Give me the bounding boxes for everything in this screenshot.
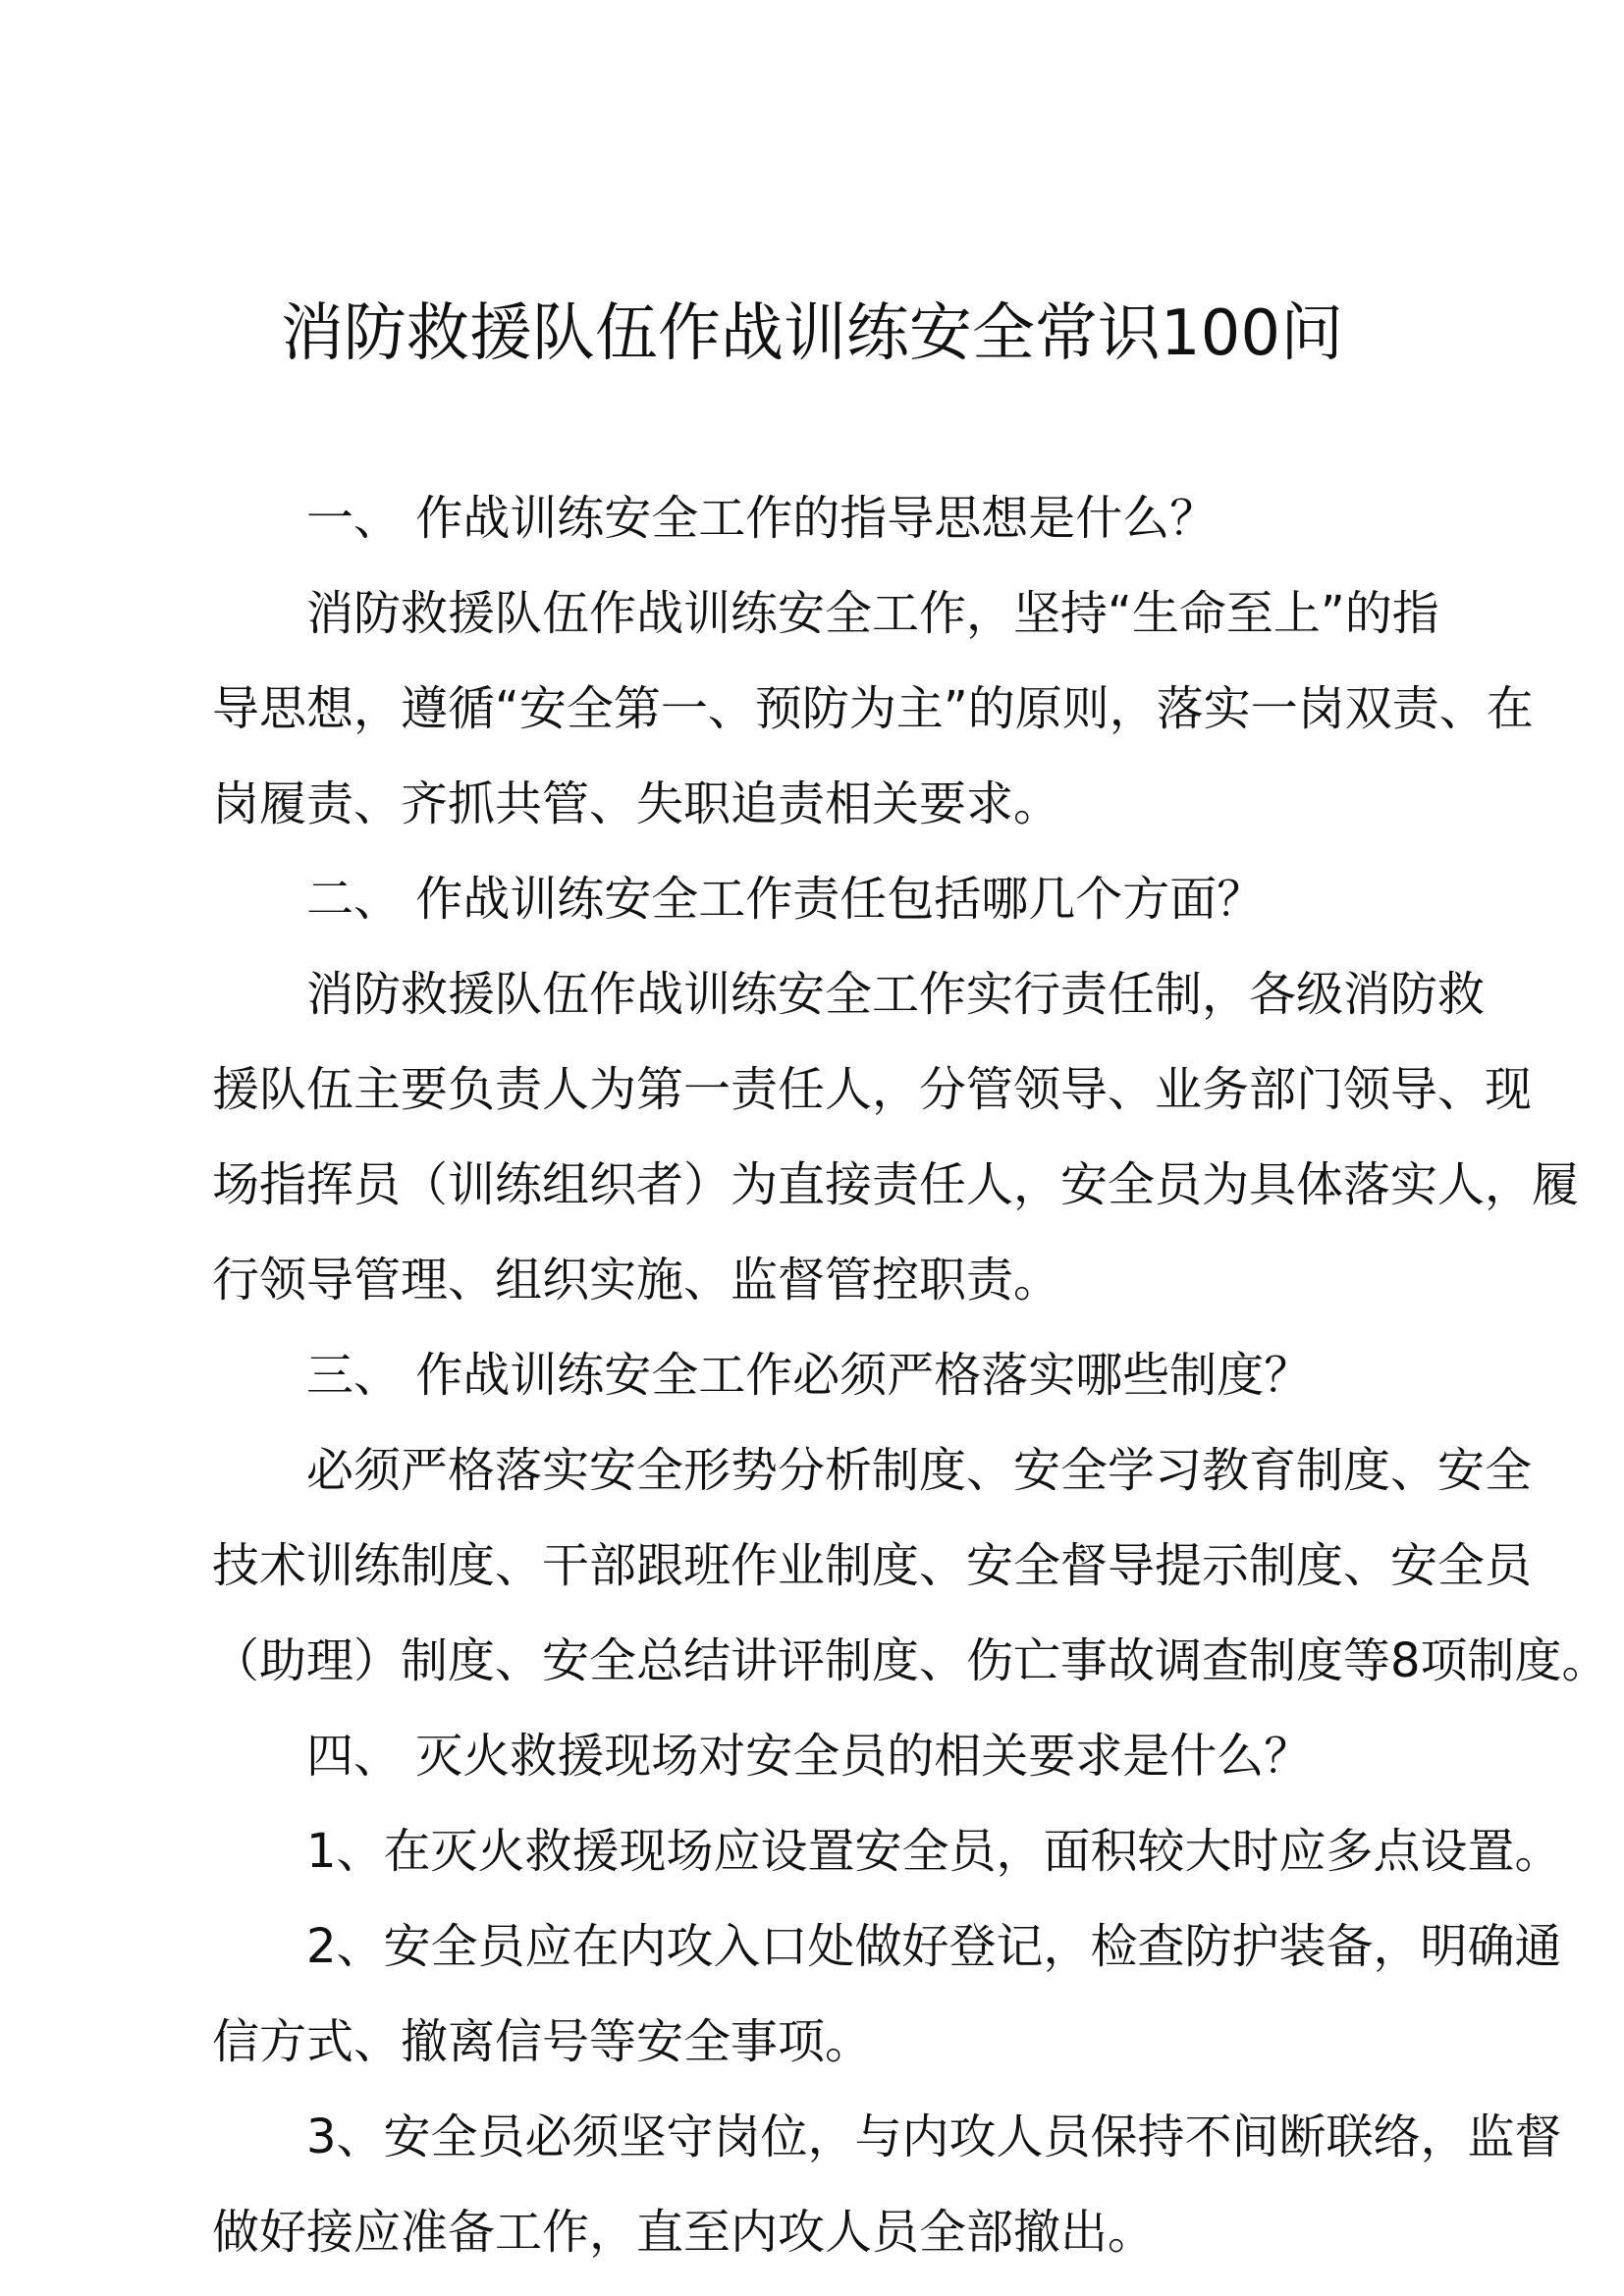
answer-3-line-2: 技术训练制度、干部跟班作业制度、安全督导提示制度、安全员 <box>212 1538 1533 1593</box>
answer-1-line-3: 岗履责、齐抓共管、失职追责相关要求。 <box>212 776 1061 831</box>
answer-1-line-2: 导思想，遵循“安全第一、预防为主”的原则，落实一岗双责、在 <box>212 681 1534 736</box>
question-2-heading: 二、 作战训练安全工作责任包括哪几个方面？ <box>306 872 1265 927</box>
question-1-heading: 一、 作战训练安全工作的指导思想是什么？ <box>306 491 1218 546</box>
answer-4-item-1: 1、在灭火救援现场应设置安全员，面积较大时应多点设置。 <box>306 1824 1562 1879</box>
answer-2-line-3: 场指挥员（训练组织者）为直接责任人，安全员为具体落实人，履 <box>212 1157 1580 1212</box>
answer-2-line-1: 消防救援队伍作战训练安全工作实行责任制，各级消防救 <box>306 967 1486 1022</box>
question-3-heading: 三、 作战训练安全工作必须严格落实哪些制度？ <box>306 1348 1312 1403</box>
answer-4-item-2-line-2: 信方式、撤离信号等安全事项。 <box>212 2014 873 2069</box>
answer-2-line-2: 援队伍主要负责人为第一责任人，分管领导、业务部门领导、现 <box>212 1062 1533 1117</box>
answer-2-line-4: 行领导管理、组织实施、监督管控职责。 <box>212 1253 1061 1308</box>
question-4-heading: 四、 灭火救援现场对安全员的相关要求是什么？ <box>306 1729 1312 1784</box>
answer-4-item-2-line-1: 2、安全员应在内攻入口处做好登记，检查防护装备，明确通 <box>306 1919 1562 1974</box>
answer-1-line-1: 消防救援队伍作战训练安全工作，坚持“生命至上”的指 <box>306 586 1439 641</box>
answer-4-item-3-line-2: 做好接应准备工作，直至内攻人员全部撤出。 <box>212 2205 1156 2260</box>
document-body <box>212 471 1609 2280</box>
answer-3-line-1: 必须严格落实安全形势分析制度、安全学习教育制度、安全 <box>306 1443 1533 1498</box>
answer-4-item-3-line-1: 3、安全员必须坚守岗位，与内攻人员保持不间断联络，监督 <box>306 2109 1562 2164</box>
answer-3-line-3: （助理）制度、安全总结讲评制度、伤亡事故调查制度等8项制度。 <box>212 1633 1609 1688</box>
document-title: 消防救援队伍作战训练安全常识100问 <box>280 297 1344 370</box>
